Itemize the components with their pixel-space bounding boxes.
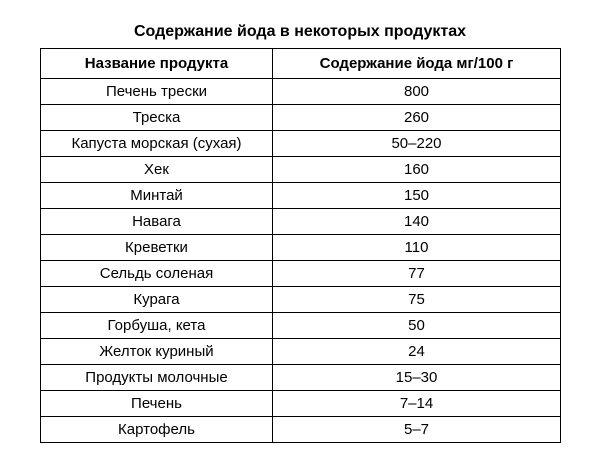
table-row xyxy=(41,339,561,365)
product-name-cell: Продукты молочные xyxy=(41,365,273,391)
product-name-cell: Желток куриный xyxy=(41,339,273,365)
table-row xyxy=(41,235,561,261)
product-name-cell: Курага xyxy=(41,287,273,313)
iodine-value-cell: 50–220 xyxy=(273,131,561,157)
table-row xyxy=(41,209,561,235)
product-name-cell: Навага xyxy=(41,209,273,235)
iodine-value-cell: 77 xyxy=(273,261,561,287)
product-name-cell: Треска xyxy=(41,105,273,131)
table-row xyxy=(41,417,561,443)
iodine-value-cell: 160 xyxy=(273,157,561,183)
iodine-value-cell: 150 xyxy=(273,183,561,209)
table-row xyxy=(41,157,561,183)
table-title: Содержание йода в некоторых продуктах xyxy=(134,23,466,40)
product-name-cell: Капуста морская (сухая) xyxy=(41,131,273,157)
table-row xyxy=(41,79,561,105)
iodine-value-cell: 800 xyxy=(273,79,561,105)
iodine-value-cell: 75 xyxy=(273,287,561,313)
table-row xyxy=(41,365,561,391)
iodine-value-cell: 110 xyxy=(273,235,561,261)
column-header-product-name: Название продукта xyxy=(41,49,273,79)
column-header-iodine-content: Содержание йода мг/100 г xyxy=(273,49,561,79)
table-header-row xyxy=(41,49,561,79)
iodine-value-cell: 260 xyxy=(273,105,561,131)
product-name-cell: Горбуша, кета xyxy=(41,313,273,339)
product-name-cell: Картофель xyxy=(41,417,273,443)
table-row xyxy=(41,105,561,131)
iodine-content-table xyxy=(40,48,561,443)
table-row xyxy=(41,261,561,287)
product-name-cell: Сельдь соленая xyxy=(41,261,273,287)
table-row xyxy=(41,131,561,157)
iodine-value-cell: 50 xyxy=(273,313,561,339)
iodine-value-cell: 140 xyxy=(273,209,561,235)
product-name-cell: Печень xyxy=(41,391,273,417)
product-name-cell: Печень трески xyxy=(41,79,273,105)
table-row xyxy=(41,183,561,209)
product-name-cell: Креветки xyxy=(41,235,273,261)
table-row xyxy=(41,391,561,417)
iodine-value-cell: 24 xyxy=(273,339,561,365)
table-row xyxy=(41,287,561,313)
table-row xyxy=(41,313,561,339)
iodine-value-cell: 5–7 xyxy=(273,417,561,443)
table-body xyxy=(41,79,561,443)
product-name-cell: Минтай xyxy=(41,183,273,209)
iodine-value-cell: 7–14 xyxy=(273,391,561,417)
product-name-cell: Хек xyxy=(41,157,273,183)
iodine-value-cell: 15–30 xyxy=(273,365,561,391)
